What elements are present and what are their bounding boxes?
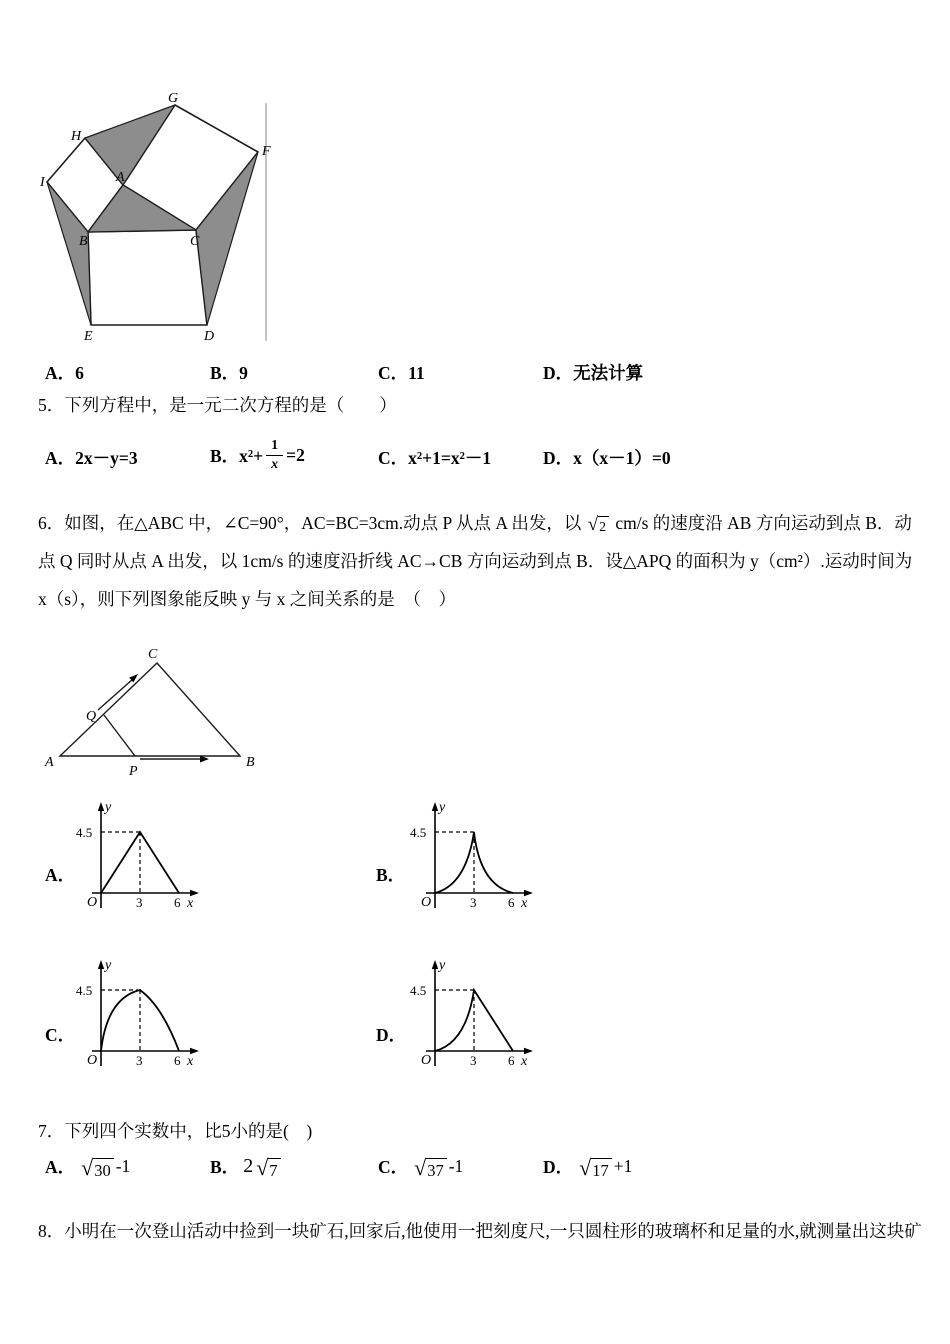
q7-option-d: [543, 1154, 632, 1179]
graph-origin-label: O: [87, 1053, 98, 1068]
graph-x-label: x: [187, 1054, 194, 1069]
coefficient: 2: [243, 1155, 254, 1177]
q7-options-row: [0, 1154, 950, 1194]
q6-stem-pre: 6．如图，在△ABC 中，∠C=90°，AC=BC=3cm.动点 P 从点 A 出发，以: [38, 513, 582, 533]
graph-option-a-label: A．: [45, 865, 76, 885]
q4-option-a: A．6: [45, 363, 84, 383]
q5-stem: 5．下列方程中，是一元二次方程的是（ ）: [38, 395, 397, 415]
radical-sign: √: [256, 1154, 269, 1180]
graph-tick-6: 6: [508, 1053, 515, 1068]
q5-option-a: A．2x－y=3: [45, 448, 138, 468]
q4-option-b: B．9: [210, 363, 248, 383]
graph-tick-6: 6: [174, 1053, 181, 1068]
graph-b: [408, 796, 540, 918]
graph-peak-label: 4.5: [76, 825, 93, 840]
fig2-label-C: C: [148, 647, 158, 662]
radical-sign: √: [579, 1154, 592, 1180]
q4-options-row: [0, 360, 950, 386]
fraction: [266, 438, 283, 473]
graph-option-b-label: B．: [376, 865, 406, 885]
q7-stem: 7．下列四个实数中，比5小的是( ): [38, 1121, 313, 1141]
q6-stem: [38, 504, 924, 618]
fig2-label-A: A: [45, 755, 54, 770]
triangle-motion-figure: [40, 643, 290, 783]
radical-sign: √: [587, 514, 599, 535]
q8-stem: 8．小明在一次登山活动中捡到一块矿石,回家后,他使用一把刻度尺,一只圆柱形的玻璃杯和足量的水,就测量出这块矿: [38, 1221, 922, 1241]
graph-x-label: x: [187, 896, 194, 911]
segment-QP: [104, 715, 135, 756]
fig1-label-A: A: [116, 170, 125, 185]
y-axis-arrow-icon: [98, 802, 104, 811]
q5-option-b-post: =2: [286, 444, 305, 465]
graph-x-label: x: [521, 896, 528, 911]
graph-option-c-label: C．: [45, 1025, 76, 1045]
fig1-label-C: C: [190, 234, 200, 249]
graph-peak-label: 4.5: [410, 983, 427, 998]
graph-option-d-label: D．: [376, 1025, 407, 1045]
graph-tick-6: 6: [174, 895, 181, 910]
fig1-label-E: E: [84, 329, 93, 344]
q7-option-a-letter: A．: [45, 1157, 76, 1177]
graph-y-label: y: [439, 958, 446, 973]
radical-sign: √: [81, 1154, 94, 1180]
graph-tick-3: 3: [136, 895, 143, 910]
graph-tick-3: 3: [470, 1053, 477, 1068]
y-axis-arrow-icon: [98, 960, 104, 969]
q6-stem-post: cm/s 的速度沿 AB 方向运动到点 B．动点 Q 同时从点 A 出发，以 1cm/s 的速度沿折线 AC→CB 方向运动到点 B．设△APQ 的面积为 y（cm²）.运动时间为 x（s），则下列图象能反映 y 与 x 之间关系的是 （ ）: [38, 513, 913, 609]
graph-origin-label: O: [421, 895, 432, 910]
y-axis-arrow-icon: [432, 802, 438, 811]
sqrt-expression: [81, 1154, 114, 1180]
radicand: 30: [93, 1158, 114, 1180]
fraction-denominator: x: [271, 456, 279, 472]
fig2-label-P: P: [129, 764, 138, 779]
graph-origin-label: O: [87, 895, 98, 910]
graph-peak-label: 4.5: [76, 983, 93, 998]
sqrt-expression: [414, 1154, 447, 1180]
q7-option-d-suffix: +1: [613, 1156, 633, 1176]
q5-option-c: C．x²+1=x²－1: [378, 448, 492, 468]
fig1-label-G: G: [168, 91, 179, 106]
radicand: 37: [426, 1158, 447, 1180]
radical-sign: √: [414, 1154, 427, 1180]
sqrt-expression: [588, 516, 609, 534]
graph-c: [74, 954, 206, 1076]
arrow-q-line: [98, 679, 133, 710]
q5-option-d: D．x（x－1）=0: [543, 448, 671, 468]
fig1-label-B: B: [79, 234, 88, 249]
sqrt-expression: [579, 1154, 612, 1180]
q4-option-c: C．11: [378, 363, 425, 383]
q4-option-d: D．无法计算: [543, 363, 644, 383]
graph-peak-label: 4.5: [410, 825, 427, 840]
q5-option-b: [210, 428, 305, 482]
radicand: 7: [268, 1158, 280, 1180]
fig2-label-Q: Q: [86, 709, 97, 724]
fig1-label-D: D: [204, 329, 215, 344]
pythagorean-squares-figure: [40, 89, 285, 355]
q5-options-row: [0, 428, 950, 482]
graph-tick-3: 3: [470, 895, 477, 910]
fig1-label-F: F: [262, 144, 271, 159]
q7-option-a-suffix: -1: [115, 1156, 131, 1176]
fig2-label-B: B: [246, 755, 255, 770]
q7-option-c-letter: C．: [378, 1157, 409, 1177]
q7-option-b-letter: B．: [210, 1157, 240, 1177]
q7-option-c: [378, 1154, 463, 1179]
fig1-label-I: I: [40, 175, 45, 190]
sqrt-expression: [256, 1154, 280, 1180]
graph-origin-label: O: [421, 1053, 432, 1068]
radicand: 17: [591, 1158, 612, 1180]
radicand: 2: [598, 516, 609, 534]
q7-option-d-letter: D．: [543, 1157, 574, 1177]
fig1-label-H: H: [71, 129, 82, 144]
q7-option-b: [210, 1154, 283, 1179]
graph-y-label: y: [105, 958, 112, 973]
graph-tick-3: 3: [136, 1053, 143, 1068]
graph-x-label: x: [521, 1054, 528, 1069]
graph-y-label: y: [105, 800, 112, 815]
graph-a: [74, 796, 206, 918]
graph-tick-6: 6: [508, 895, 515, 910]
graph-y-label: y: [439, 800, 446, 815]
q5-option-b-pre: B．x²+: [210, 445, 264, 466]
q7-option-a: [45, 1154, 130, 1179]
y-axis-arrow-icon: [432, 960, 438, 969]
graph-d: [408, 954, 540, 1076]
fraction-numerator: 1: [266, 438, 283, 456]
q7-option-c-suffix: -1: [448, 1156, 464, 1176]
